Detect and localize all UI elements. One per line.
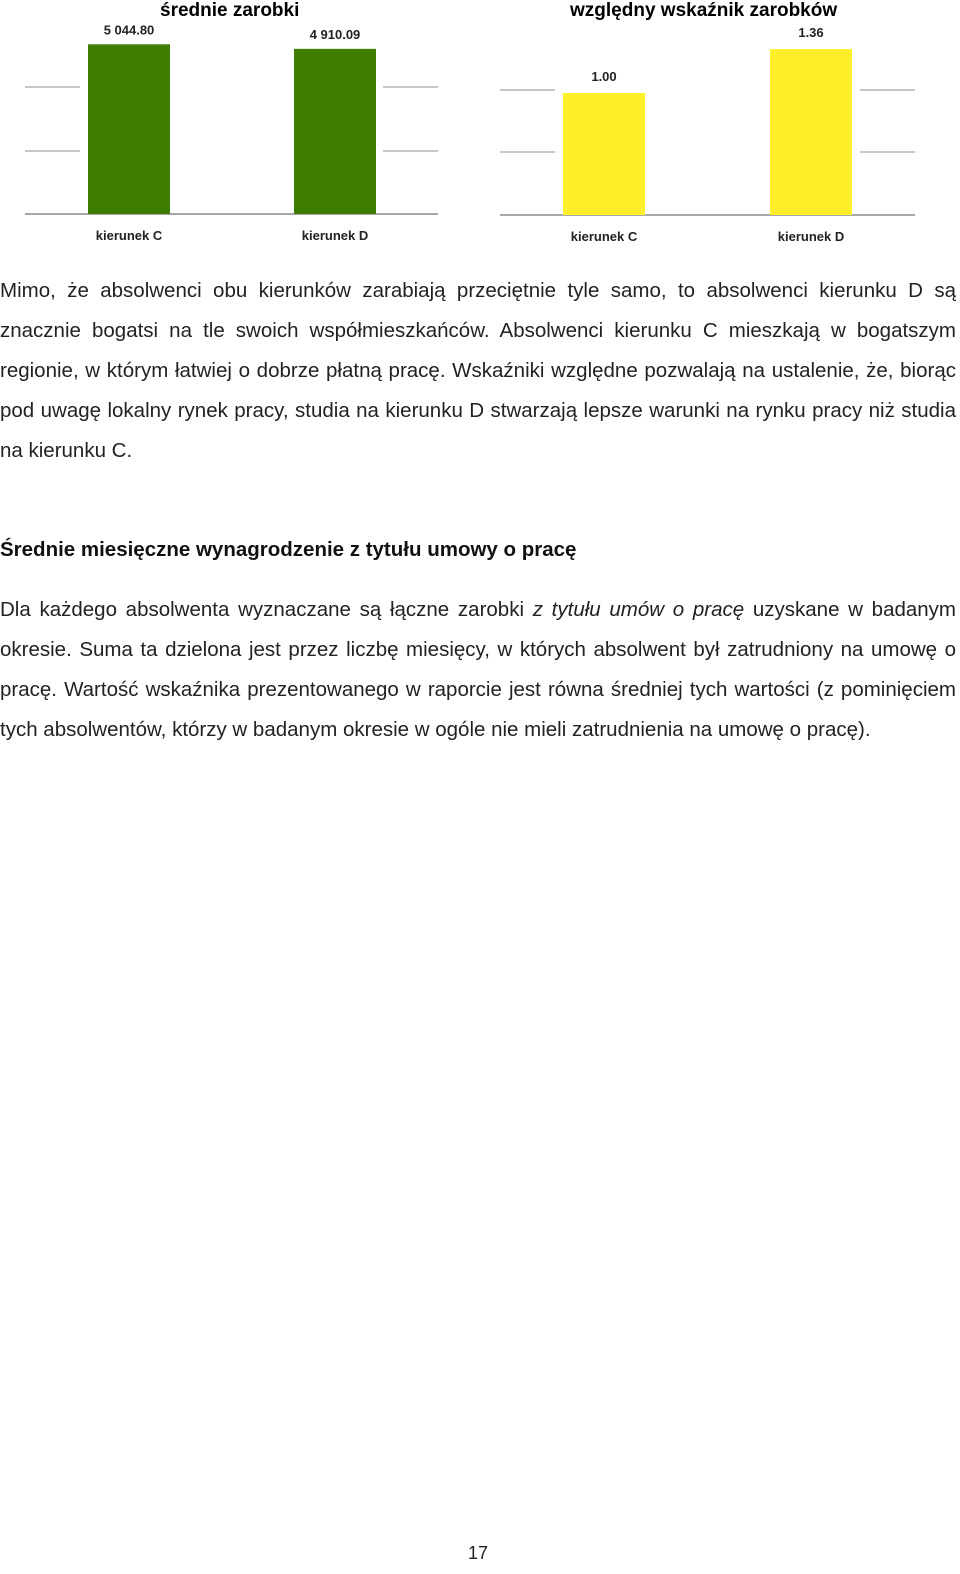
bar-kierunek-D (770, 49, 852, 215)
bar-kierunek-C (563, 93, 645, 215)
chart-title: średnie zarobki (160, 0, 300, 21)
chart-canvas (480, 0, 950, 250)
paragraph-emphasis: z tytułu umów o pracę (532, 598, 745, 621)
x-tick-label: kierunek D (301, 228, 369, 243)
chart-relative-earnings-index (480, 0, 950, 250)
chart-average-earnings (0, 0, 460, 250)
bar-kierunek-D (294, 49, 376, 214)
section-heading: Średnie miesięczne wynagrodzenie z tytułu umowy o pracę (0, 538, 577, 561)
page-number: 17 (467, 1543, 489, 1563)
data-label: 1.00 (591, 69, 617, 84)
data-label: 5 044.80 (103, 22, 155, 38)
paragraph-text: Dla każdego absolwenta wyznaczane są łączne zarobki (0, 598, 533, 621)
paragraph-text: uzyskane w badanym okresie. Suma ta dzielona jest przez liczbę miesięcy, w których absolwent był zatrudniony na umowę o pracę. Wartość wskaźnika prezentowanego w raporcie jest równa średniej tych wartości (z pominięciem tych absolwentów, którzy w badanym okresie w ogóle nie mieli zatrudnienia na umowę o pracę). (0, 598, 957, 741)
body-paragraph (0, 590, 956, 750)
chart-canvas (0, 0, 460, 250)
x-tick-label: kierunek C (570, 229, 638, 244)
data-label: 1.36 (798, 25, 824, 41)
x-tick-label: kierunek C (95, 228, 163, 243)
body-paragraph: Mimo, że absolwenci obu kierunków zarabiają przeciętnie tyle samo, to absolwenci kierunku D są znacznie bogatsi na tle swoich współmieszkańców. Absolwenci kierunku C mieszkają w bogatszym regionie, w którym łatwiej o dobrze płatną pracę. Wskaźniki względne pozwalają na ustalenie, że, biorąc pod uwagę lokalny rynek pracy, studia na kierunku D stwarzają lepsze warunki na rynku pracy niż studia na kierunku C. (0, 279, 956, 462)
chart-title: względny wskaźnik zarobków (570, 0, 838, 21)
bar-kierunek-C (88, 44, 170, 214)
x-tick-label: kierunek D (777, 229, 845, 244)
data-label: 4 910.09 (309, 26, 361, 42)
